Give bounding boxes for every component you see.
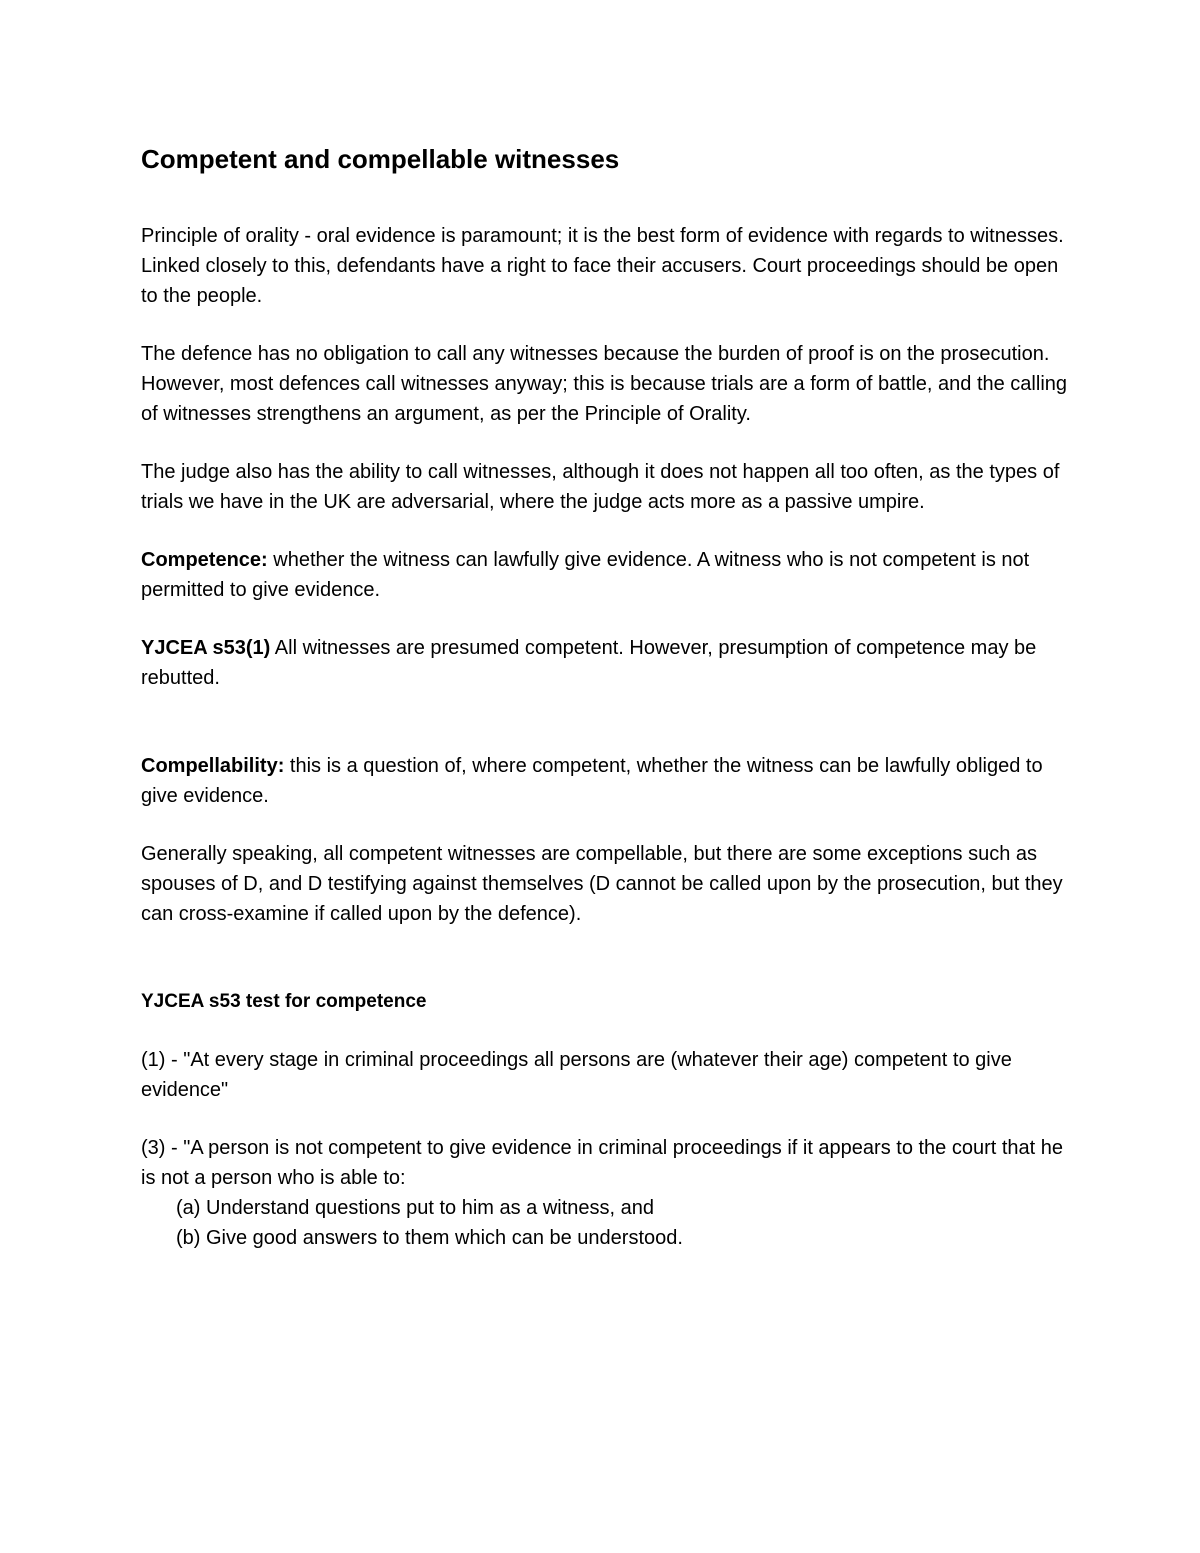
test-item-3: (3) - "A person is not competent to give evidence in criminal proceedings if it appears to the court that he is not a person who is able to: — [141, 1137, 1064, 1189]
compellability-text: this is a question of, where competent, whether the witness can be lawfully obliged to give evidence. — [141, 755, 1043, 807]
s53-1-text: All witnesses are presumed competent. However, presumption of competence may be rebutted. — [141, 637, 1037, 689]
paragraph-s53-1 — [141, 633, 1071, 693]
test-item-3b: (b) Give good answers to them which can be understood. — [176, 1227, 683, 1249]
paragraph-competence — [141, 545, 1071, 605]
paragraph-defence: The defence has no obligation to call any witnesses because the burden of proof is on the prosecution. However, most defences call witnesses anyway; this is because trials are a form of battle, and the calling of witnesses strengthens an argument, as per the Principle of Orality. — [141, 343, 1068, 425]
competence-text: whether the witness can lawfully give evidence. A witness who is not competent is not permitted to give evidence. — [141, 549, 1030, 601]
compellability-label: Compellability: — [141, 755, 285, 777]
document-body — [141, 140, 1071, 1253]
test-item-3a: (a) Understand questions put to him as a witness, and — [176, 1197, 655, 1219]
competence-label: Competence: — [141, 549, 268, 571]
document-title: Competent and compellable witnesses — [141, 144, 620, 174]
paragraph-general: Generally speaking, all competent witnesses are compellable, but there are some exceptions such as spouses of D, and D testifying against themselves (D cannot be called upon by the prosecution, but they can cross-examine if called upon by the defence). — [141, 843, 1063, 925]
test-heading: YJCEA s53 test for competence — [141, 991, 427, 1012]
test-item-1: (1) - "At every stage in criminal proceedings all persons are (whatever their age) competent to give evidence" — [141, 1049, 1012, 1101]
paragraph-judge: The judge also has the ability to call witnesses, although it does not happen all too often, as the types of trials we have in the UK are adversarial, where the judge acts more as a passive umpire. — [141, 461, 1060, 513]
paragraph-orality: Principle of orality - oral evidence is paramount; it is the best form of evidence with regards to witnesses. Linked closely to this, defendants have a right to face their accusers. Court proceedings should be open to the people. — [141, 225, 1064, 307]
s53-1-label: YJCEA s53(1) — [141, 637, 271, 659]
paragraph-compellability — [141, 751, 1071, 811]
